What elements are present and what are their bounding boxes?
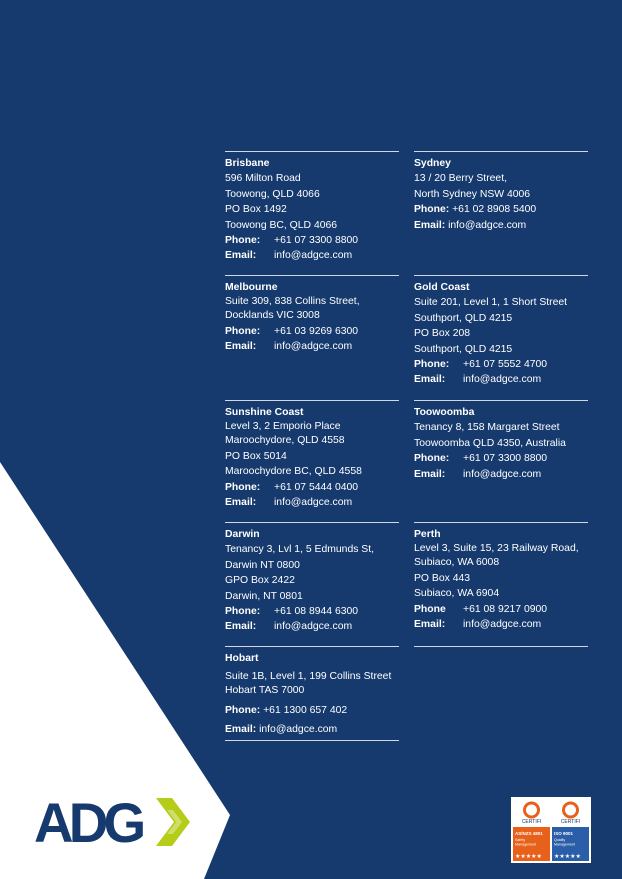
address-line: Hobart TAS 7000 (225, 685, 305, 697)
phone-number[interactable]: +61 08 9217 0900 (463, 603, 548, 615)
email-address[interactable]: info@adgce.com (463, 619, 542, 631)
phone-row (414, 451, 588, 466)
email-label: Email: (225, 621, 257, 633)
address-line: Suite 309, 838 Collins Street, (225, 296, 360, 308)
phone-number[interactable]: +61 07 5444 0400 (274, 481, 359, 493)
email-label: Email: (414, 219, 446, 231)
email-row (414, 218, 588, 233)
address-line: Southport, QLD 4215 (414, 312, 513, 324)
phone-row (225, 233, 399, 248)
email-address[interactable]: info@adgce.com (463, 468, 542, 480)
phone-label: Phone: (225, 235, 261, 247)
address-line: Suite 201, Level 1, 1 Short Street (414, 297, 568, 309)
email-label: Email: (225, 724, 257, 736)
office-toowoomba (414, 400, 588, 482)
address-line: North Sydney NSW 4006 (414, 188, 531, 200)
phone-number[interactable]: +61 02 8908 5400 (452, 204, 537, 216)
svg-text:Management: Management (515, 842, 536, 847)
email-row (414, 372, 588, 387)
address-line: PO Box 1492 (225, 204, 287, 216)
address-line: Suite 1B, Level 1, 199 Collins Street (225, 671, 392, 683)
address-line: Tenancy 8, 158 Margaret Street (414, 422, 560, 434)
office-name: Sunshine Coast (225, 407, 304, 418)
email-address[interactable]: info@adgce.com (448, 219, 527, 231)
email-address[interactable]: info@adgce.com (274, 621, 353, 633)
address-line: Subiaco, WA 6008 (414, 557, 500, 569)
address-line: Docklands VIC 3008 (225, 310, 320, 322)
address-line: Subiaco, WA 6904 (414, 588, 500, 600)
phone-row (225, 480, 399, 495)
office-sydney (414, 151, 588, 233)
office-name: Melbourne (225, 282, 278, 293)
phone-number[interactable]: +61 08 8944 6300 (274, 606, 359, 618)
phone-number[interactable]: +61 03 9269 6300 (274, 325, 359, 337)
email-row (225, 248, 399, 263)
svg-text:ADG: ADG (34, 796, 142, 848)
office-darwin (225, 522, 399, 635)
office-hobart (225, 646, 399, 738)
address-line: Toowong BC, QLD 4066 (225, 219, 338, 231)
svg-text:CERTIFI: CERTIFI (560, 819, 581, 825)
phone-label: Phone: (414, 204, 450, 216)
email-address[interactable]: info@adgce.com (274, 497, 353, 509)
phone-row (414, 357, 588, 372)
phone-row (414, 202, 588, 217)
email-address[interactable]: info@adgce.com (259, 724, 338, 736)
email-row (414, 467, 588, 482)
email-address[interactable]: info@adgce.com (274, 250, 353, 262)
office-name: Perth (414, 529, 441, 540)
email-label: Email: (414, 619, 446, 631)
email-label: Email: (225, 250, 257, 262)
address-line: GPO Box 2422 (225, 575, 295, 587)
address-line: Toowong, QLD 4066 (225, 188, 320, 200)
certification-badges (511, 797, 591, 863)
svg-text:AS/NZS 4801: AS/NZS 4801 (515, 831, 543, 836)
adg-logo (34, 796, 190, 848)
email-label: Email: (225, 341, 257, 353)
divider-line (414, 646, 588, 647)
office-perth (414, 522, 588, 632)
phone-label: Phone (414, 603, 446, 615)
office-name: Brisbane (225, 158, 270, 169)
address-line: Tenancy 3, Lvl 1, 5 Edmunds St, (225, 544, 375, 556)
office-gold-coast (414, 275, 588, 388)
phone-row (225, 324, 399, 339)
address-line: Southport, QLD 4215 (414, 343, 513, 355)
address-line: PO Box 443 (414, 572, 471, 584)
email-row (225, 339, 399, 354)
phone-row (414, 602, 588, 617)
svg-text:★★★★★: ★★★★★ (554, 853, 581, 860)
phone-number[interactable]: +61 07 5552 4700 (463, 359, 548, 371)
phone-number[interactable]: +61 07 3300 8800 (274, 235, 359, 247)
address-line: Level 3, Suite 15, 23 Railway Road, (414, 543, 579, 555)
email-address[interactable]: info@adgce.com (274, 341, 353, 353)
phone-label: Phone: (225, 606, 261, 618)
address-line: 13 / 20 Berry Street, (414, 173, 507, 185)
svg-text:CERTIFI: CERTIFI (521, 819, 542, 825)
office-name: Sydney (414, 158, 451, 169)
phone-row (225, 604, 399, 619)
svg-text:Safety: Safety (515, 838, 526, 842)
office-name: Darwin (225, 529, 260, 540)
email-row (225, 619, 399, 634)
office-name: Hobart (225, 653, 259, 664)
address-line: Level 3, 2 Emporio Place (225, 421, 341, 433)
office-brisbane (225, 151, 399, 264)
email-row (414, 617, 588, 632)
address-line: Maroochydore BC, QLD 4558 (225, 466, 362, 478)
address-line: Darwin NT 0800 (225, 559, 300, 571)
office-melbourne (225, 275, 399, 355)
phone-label: Phone: (225, 704, 261, 716)
svg-text:★★★★★: ★★★★★ (515, 853, 542, 860)
address-line: Maroochydore, QLD 4558 (225, 435, 345, 447)
phone-label: Phone: (225, 481, 261, 493)
phone-label: Phone: (225, 325, 261, 337)
email-address[interactable]: info@adgce.com (463, 374, 542, 386)
address-line: 596 Milton Road (225, 173, 301, 185)
email-row (225, 495, 399, 510)
svg-text:ISO 9001: ISO 9001 (554, 831, 574, 836)
email-label: Email: (414, 374, 446, 386)
office-name: Gold Coast (414, 282, 470, 293)
office-sunshine-coast (225, 400, 399, 510)
address-line: PO Box 5014 (225, 450, 287, 462)
email-label: Email: (414, 468, 446, 480)
address-line: PO Box 208 (414, 328, 471, 340)
svg-text:Management: Management (554, 842, 575, 847)
email-row (225, 722, 399, 737)
phone-number[interactable]: +61 07 3300 8800 (463, 453, 548, 465)
svg-text:Quality: Quality (554, 838, 566, 842)
phone-label: Phone: (414, 453, 450, 465)
address-line: Darwin, NT 0801 (225, 590, 303, 602)
address-line: Toowoomba QLD 4350, Australia (414, 437, 566, 449)
divider-line (225, 740, 399, 741)
phone-label: Phone: (414, 359, 450, 371)
email-label: Email: (225, 497, 257, 509)
office-name: Toowoomba (414, 407, 475, 418)
phone-number[interactable]: +61 1300 657 402 (263, 704, 348, 716)
phone-row (225, 703, 399, 718)
